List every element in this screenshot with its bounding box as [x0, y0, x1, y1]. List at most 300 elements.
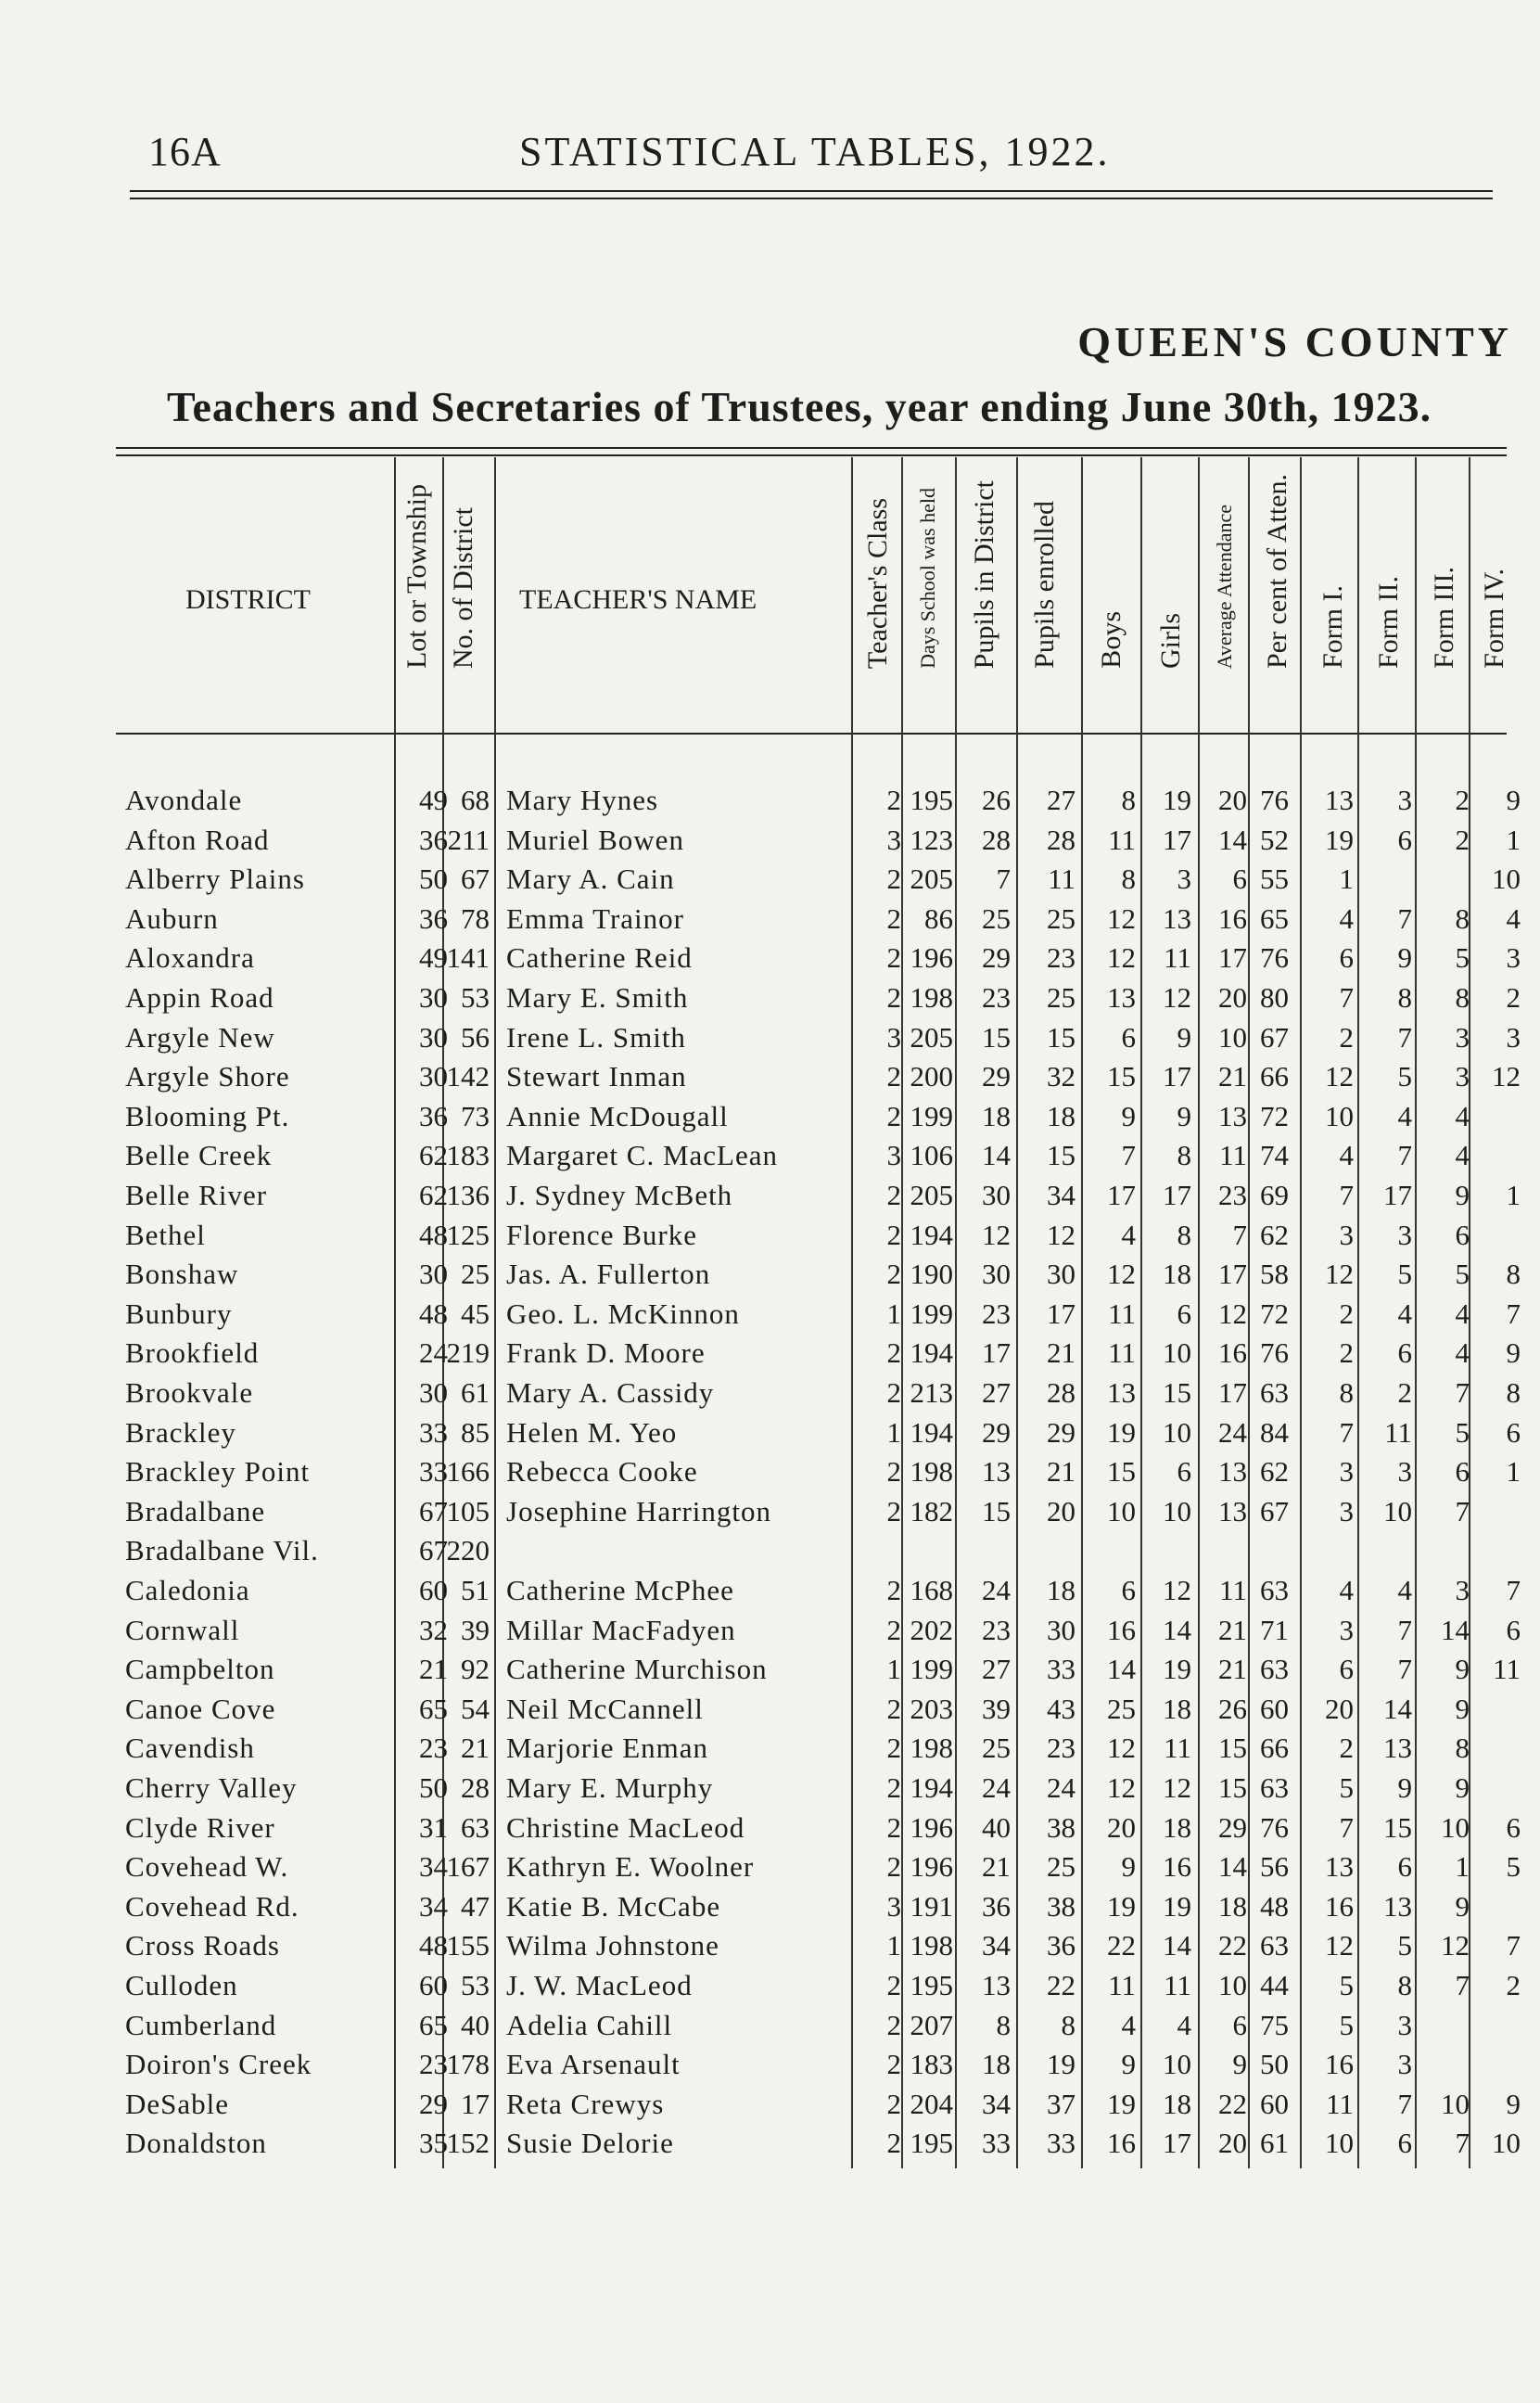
cell-f2: 6: [1397, 823, 1412, 856]
cell-f4: 1: [1506, 823, 1521, 856]
cell-no: 56: [461, 1020, 490, 1054]
cell-pupils: 18: [982, 1099, 1011, 1132]
cell-pupils: 14: [982, 1139, 1011, 1172]
cell-f1: 4: [1339, 901, 1354, 935]
cell-avg: 7: [1232, 1218, 1247, 1251]
cell-district: Campbelton: [125, 1653, 275, 1686]
cell-avg: 14: [1218, 1850, 1247, 1884]
cell-lot: 62: [419, 1179, 448, 1211]
col-header-avg: Average Attendance: [1213, 504, 1236, 669]
table-row: [0, 784, 1540, 823]
cell-boys: 9: [1121, 2048, 1136, 2081]
cell-boys: 14: [1107, 1653, 1136, 1686]
cell-lot: 30: [419, 1376, 448, 1409]
cell-pct: 60: [1260, 1692, 1289, 1725]
cell-enrolled: 20: [1047, 1494, 1075, 1527]
cell-boys: 12: [1107, 1732, 1136, 1765]
cell-class: 1: [886, 1653, 901, 1686]
cell-name: Catherine McPhee: [506, 1574, 734, 1606]
cell-pct: 62: [1260, 1455, 1289, 1489]
cell-days: 202: [910, 1613, 953, 1646]
cell-lot: 36: [419, 901, 448, 935]
col-header-pct: Per cent of Atten.: [1262, 474, 1292, 669]
cell-days: 199: [910, 1653, 953, 1686]
table-row: [0, 941, 1540, 980]
cell-avg: 12: [1218, 1297, 1247, 1330]
table-row: [0, 1179, 1540, 1218]
cell-f2: 6: [1397, 1850, 1412, 1884]
cell-no: 178: [446, 2048, 490, 2081]
cell-days: 207: [910, 2008, 953, 2041]
cell-girls: 18: [1163, 1258, 1191, 1291]
table-row: [0, 863, 1540, 901]
cell-name: Rebecca Cooke: [506, 1455, 698, 1489]
cell-f4: 10: [1492, 863, 1521, 896]
cell-no: 85: [461, 1415, 490, 1449]
cell-avg: 17: [1218, 941, 1247, 975]
cell-pct: 63: [1260, 1929, 1289, 1962]
cell-f4: 8: [1506, 1376, 1521, 1409]
cell-f3: 10: [1441, 2087, 1470, 2120]
cell-district: Covehead Rd.: [125, 1889, 299, 1923]
cell-enrolled: 38: [1047, 1810, 1075, 1844]
cell-district: Cherry Valley: [125, 1771, 298, 1804]
cell-pct: 71: [1260, 1613, 1289, 1646]
cell-girls: 15: [1163, 1376, 1191, 1409]
cell-class: 2: [886, 1494, 901, 1527]
cell-f2: 3: [1397, 1218, 1412, 1251]
table-row: [0, 1771, 1540, 1810]
table-row: [0, 1653, 1540, 1692]
cell-pct: 55: [1260, 863, 1289, 896]
cell-enrolled: 18: [1047, 1099, 1075, 1132]
cell-lot: 30: [419, 1060, 448, 1093]
cell-f1: 1: [1339, 863, 1354, 896]
cell-lot: 34: [419, 1850, 448, 1884]
cell-avg: 15: [1218, 1771, 1247, 1804]
cell-pct: 63: [1260, 1574, 1289, 1606]
cell-boys: 8: [1121, 784, 1136, 816]
cell-avg: 16: [1218, 1336, 1247, 1370]
cell-district: Bradalbane: [125, 1494, 266, 1527]
cell-lot: 32: [419, 1613, 448, 1646]
cell-pupils: 7: [996, 863, 1011, 896]
cell-lot: 30: [419, 1258, 448, 1291]
cell-days: 205: [910, 863, 953, 896]
cell-boys: 13: [1107, 981, 1136, 1014]
cell-pupils: 33: [982, 2127, 1011, 2160]
col-header-enrolled: Pupils enrolled: [1029, 501, 1060, 669]
cell-lot: 21: [419, 1653, 448, 1686]
cell-f3: 5: [1455, 1415, 1470, 1449]
cell-pupils: 25: [982, 1732, 1011, 1765]
cell-district: Doiron's Creek: [125, 2048, 312, 2081]
cell-name: Reta Crewys: [506, 2087, 665, 2120]
cell-f2: 4: [1397, 1297, 1412, 1330]
cell-f1: 5: [1339, 1969, 1354, 2001]
cell-f4: 4: [1506, 901, 1521, 935]
cell-girls: 13: [1163, 901, 1191, 935]
col-header-class: Teacher's Class: [862, 497, 893, 669]
cell-f4: 6: [1506, 1415, 1521, 1449]
cell-no: 183: [446, 1139, 490, 1172]
cell-no: 53: [461, 1969, 490, 2001]
cell-name: Frank D. Moore: [506, 1336, 706, 1370]
cell-f4: 3: [1506, 1020, 1521, 1054]
cell-lot: 48: [419, 1929, 448, 1962]
cell-name: Millar MacFadyen: [506, 1613, 736, 1646]
cell-lot: 49: [419, 784, 448, 816]
cell-lot: 36: [419, 1099, 448, 1132]
cell-pupils: 13: [982, 1455, 1011, 1489]
cell-district: Caledonia: [125, 1574, 250, 1606]
cell-boys: 12: [1107, 941, 1136, 975]
cell-no: 219: [446, 1336, 490, 1370]
cell-class: 2: [886, 1179, 901, 1211]
cell-district: Blooming Pt.: [125, 1099, 290, 1132]
cell-pct: 76: [1260, 784, 1289, 816]
cell-no: 39: [461, 1613, 490, 1646]
cell-f1: 3: [1339, 1494, 1354, 1527]
cell-pct: 75: [1260, 2008, 1289, 2041]
cell-pupils: 28: [982, 823, 1011, 856]
cell-pct: 62: [1260, 1218, 1289, 1251]
cell-name: Geo. L. McKinnon: [506, 1297, 740, 1330]
cell-girls: 6: [1177, 1297, 1191, 1330]
cell-no: 54: [461, 1692, 490, 1725]
cell-boys: 9: [1121, 1850, 1136, 1884]
cell-class: 2: [886, 1613, 901, 1646]
cell-name: Susie Delorie: [506, 2127, 674, 2160]
cell-no: 67: [461, 863, 490, 896]
cell-boys: 8: [1121, 863, 1136, 896]
cell-name: Kathryn E. Woolner: [506, 1850, 755, 1884]
table-row: [0, 1732, 1540, 1770]
cell-pupils: 30: [982, 1258, 1011, 1291]
cell-f3: 4: [1455, 1099, 1470, 1132]
cell-no: 63: [461, 1810, 490, 1844]
cell-f4: 12: [1492, 1060, 1521, 1093]
county-title: QUEEN'S COUNTY: [1077, 318, 1512, 365]
cell-no: 73: [461, 1099, 490, 1132]
cell-days: 195: [910, 784, 953, 816]
cell-avg: 17: [1218, 1376, 1247, 1409]
cell-pupils: 27: [982, 1376, 1011, 1409]
col-header-form2: Form II.: [1373, 576, 1404, 669]
cell-no: 78: [461, 901, 490, 935]
cell-f3: 7: [1455, 1969, 1470, 2001]
cell-pct: 72: [1260, 1099, 1289, 1132]
cell-f1: 12: [1325, 1929, 1354, 1962]
cell-days: 200: [910, 1060, 953, 1093]
cell-f3: 10: [1441, 1810, 1470, 1844]
table-row: [0, 1416, 1540, 1455]
cell-boys: 12: [1107, 1771, 1136, 1804]
cell-pct: 60: [1260, 2087, 1289, 2120]
cell-avg: 22: [1218, 1929, 1247, 1962]
cell-f3: 6: [1455, 1218, 1470, 1251]
cell-lot: 24: [419, 1336, 448, 1370]
cell-name: Wilma Johnstone: [506, 1929, 719, 1962]
cell-pct: 58: [1260, 1258, 1289, 1291]
cell-boys: 17: [1107, 1179, 1136, 1211]
cell-class: 3: [886, 1020, 901, 1054]
cell-avg: 10: [1218, 1020, 1247, 1054]
cell-no: 136: [446, 1179, 490, 1211]
cell-no: 105: [446, 1494, 490, 1527]
cell-f1: 3: [1339, 1455, 1354, 1489]
cell-f2: 3: [1397, 1455, 1412, 1489]
cell-class: 2: [886, 1850, 901, 1884]
cell-pupils: 23: [982, 1297, 1011, 1330]
cell-f3: 4: [1455, 1297, 1470, 1330]
cell-lot: 29: [419, 2087, 448, 2120]
cell-district: Afton Road: [125, 823, 270, 856]
cell-girls: 11: [1164, 1732, 1191, 1765]
col-header-pupils: Pupils in District: [969, 479, 999, 669]
cell-pct: 67: [1260, 1020, 1289, 1054]
cell-class: 2: [886, 1376, 901, 1409]
cell-enrolled: 25: [1047, 981, 1075, 1014]
cell-lot: 35: [419, 2127, 448, 2160]
cell-pct: 50: [1260, 2048, 1289, 2081]
cell-no: 141: [446, 941, 490, 975]
cell-name: Eva Arsenault: [506, 2048, 681, 2081]
cell-f3: 7: [1455, 1376, 1470, 1409]
cell-name: Mary Hynes: [506, 784, 659, 816]
cell-girls: 11: [1164, 1969, 1191, 2001]
cell-f1: 2: [1339, 1297, 1354, 1330]
cell-days: 198: [910, 1929, 953, 1962]
cell-enrolled: 28: [1047, 1376, 1075, 1409]
table-row: [0, 1534, 1540, 1573]
cell-avg: 10: [1218, 1969, 1247, 2001]
cell-f2: 4: [1397, 1574, 1412, 1606]
cell-no: 47: [461, 1889, 490, 1923]
cell-enrolled: 43: [1047, 1692, 1075, 1725]
cell-lot: 33: [419, 1415, 448, 1449]
cell-f3: 1: [1455, 1850, 1470, 1884]
cell-enrolled: 23: [1047, 941, 1075, 975]
cell-avg: 13: [1218, 1455, 1247, 1489]
cell-pct: 48: [1260, 1889, 1289, 1923]
cell-name: Florence Burke: [506, 1218, 697, 1251]
cell-no: 17: [461, 2087, 490, 2120]
cell-enrolled: 33: [1047, 2127, 1075, 2160]
cell-f3: 8: [1455, 1732, 1470, 1765]
cell-pupils: 29: [982, 1415, 1011, 1449]
cell-girls: 18: [1163, 2087, 1191, 2120]
cell-f1: 10: [1325, 1099, 1354, 1132]
cell-f2: 7: [1397, 1139, 1412, 1172]
cell-district: Aloxandra: [125, 941, 255, 975]
cell-class: 2: [886, 2127, 901, 2160]
cell-girls: 18: [1163, 1810, 1191, 1844]
cell-class: 2: [886, 1099, 901, 1132]
cell-f2: 7: [1397, 2087, 1412, 2120]
cell-f3: 5: [1455, 1258, 1470, 1291]
table-subtitle: Teachers and Secretaries of Trustees, year ending June 30th, 1923.: [167, 383, 1432, 430]
cell-pct: 76: [1260, 1336, 1289, 1370]
cell-district: DeSable: [125, 2087, 230, 2120]
cell-days: 123: [910, 823, 953, 856]
cell-f1: 5: [1339, 1771, 1354, 1804]
cell-f4: 10: [1492, 2127, 1521, 2160]
cell-class: 2: [886, 1771, 901, 1804]
cell-enrolled: 11: [1048, 863, 1075, 896]
cell-lot: 65: [419, 1692, 448, 1725]
cell-days: 194: [910, 1218, 953, 1251]
cell-pupils: 24: [982, 1574, 1011, 1606]
cell-f1: 7: [1339, 1415, 1354, 1449]
cell-district: Bethel: [125, 1218, 206, 1251]
cell-pupils: 39: [982, 1692, 1011, 1725]
running-head: STATISTICAL TABLES, 1922.: [519, 129, 1111, 174]
cell-f1: 16: [1325, 1889, 1354, 1923]
cell-district: Culloden: [125, 1969, 238, 2001]
cell-pupils: 40: [982, 1810, 1011, 1844]
cell-name: Margaret C. MacLean: [506, 1139, 779, 1172]
cell-f3: 3: [1455, 1060, 1470, 1093]
table-row: [0, 1614, 1540, 1653]
cell-f1: 4: [1339, 1574, 1354, 1606]
page-number: 16A: [148, 129, 222, 174]
cell-pct: 63: [1260, 1771, 1289, 1804]
cell-enrolled: 25: [1047, 1850, 1075, 1884]
cell-lot: 65: [419, 2008, 448, 2041]
cell-district: Avondale: [125, 784, 243, 816]
cell-days: 195: [910, 1969, 953, 2001]
cell-enrolled: 25: [1047, 901, 1075, 935]
cell-boys: 9: [1121, 1099, 1136, 1132]
cell-f2: 7: [1397, 1020, 1412, 1054]
cell-f3: 12: [1441, 1929, 1470, 1962]
cell-district: Brookvale: [125, 1376, 254, 1409]
cell-enrolled: 29: [1047, 1415, 1075, 1449]
cell-lot: 62: [419, 1139, 448, 1172]
cell-f4: 9: [1506, 784, 1521, 816]
cell-pct: 44: [1260, 1969, 1289, 2001]
cell-f3: 8: [1455, 981, 1470, 1014]
cell-enrolled: 27: [1047, 784, 1075, 816]
cell-days: 199: [910, 1297, 953, 1330]
cell-f1: 19: [1325, 823, 1354, 856]
cell-class: 1: [886, 1929, 901, 1962]
cell-girls: 14: [1163, 1929, 1191, 1962]
cell-avg: 22: [1218, 2087, 1247, 2120]
cell-f4: 7: [1506, 1929, 1521, 1962]
cell-girls: 12: [1163, 981, 1191, 1014]
cell-boys: 12: [1107, 1258, 1136, 1291]
cell-class: 1: [886, 1297, 901, 1330]
cell-boys: 4: [1121, 1218, 1136, 1251]
cell-f1: 5: [1339, 2008, 1354, 2041]
cell-f2: 6: [1397, 2127, 1412, 2160]
cell-pct: 72: [1260, 1297, 1289, 1330]
cell-lot: 60: [419, 1574, 448, 1606]
cell-pct: 84: [1260, 1415, 1289, 1449]
cell-lot: 30: [419, 981, 448, 1014]
cell-f1: 8: [1339, 1376, 1354, 1409]
cell-girls: 9: [1177, 1020, 1191, 1054]
cell-pupils: 17: [982, 1336, 1011, 1370]
cell-f1: 2: [1339, 1732, 1354, 1765]
cell-pupils: 24: [982, 1771, 1011, 1804]
cell-pupils: 15: [982, 1494, 1011, 1527]
cell-pct: 80: [1260, 981, 1289, 1014]
cell-no: 28: [461, 1771, 490, 1804]
cell-f1: 20: [1325, 1692, 1354, 1725]
cell-pct: 61: [1260, 2127, 1289, 2160]
cell-days: 198: [910, 1732, 953, 1765]
cell-avg: 23: [1218, 1179, 1247, 1211]
cell-name: Mary E. Smith: [506, 981, 689, 1014]
cell-f1: 2: [1339, 1020, 1354, 1054]
cell-girls: 12: [1163, 1574, 1191, 1606]
cell-days: 196: [910, 1810, 953, 1844]
table-row: [0, 1495, 1540, 1534]
cell-avg: 20: [1218, 2127, 1247, 2160]
cell-name: Marjorie Enman: [506, 1732, 709, 1765]
table-row: [0, 2088, 1540, 2127]
cell-pupils: 8: [996, 2008, 1011, 2041]
cell-f2: 8: [1397, 981, 1412, 1014]
cell-no: 25: [461, 1258, 490, 1291]
cell-days: 191: [910, 1889, 953, 1923]
cell-enrolled: 28: [1047, 823, 1075, 856]
cell-f3: 9: [1455, 1889, 1470, 1923]
cell-boys: 19: [1107, 1889, 1136, 1923]
cell-no: 21: [461, 1732, 490, 1765]
cell-girls: 3: [1177, 863, 1191, 896]
table-row: [0, 1455, 1540, 1494]
cell-girls: 9: [1177, 1099, 1191, 1132]
col-header-form3: Form III.: [1429, 567, 1459, 669]
cell-days: 213: [910, 1376, 953, 1409]
cell-class: 2: [886, 1218, 901, 1251]
cell-district: Belle Creek: [125, 1139, 273, 1172]
cell-pupils: 23: [982, 1613, 1011, 1646]
cell-boys: 6: [1121, 1574, 1136, 1606]
cell-district: Bonshaw: [125, 1258, 239, 1291]
cell-avg: 20: [1218, 784, 1247, 816]
cell-f2: 4: [1397, 1099, 1412, 1132]
cell-district: Argyle New: [125, 1020, 275, 1054]
cell-girls: 10: [1163, 1336, 1191, 1370]
cell-enrolled: 24: [1047, 1771, 1075, 1804]
cell-lot: 48: [419, 1218, 448, 1251]
table-row: [0, 1060, 1540, 1099]
cell-f2: 13: [1383, 1732, 1412, 1765]
cell-boys: 11: [1108, 823, 1136, 856]
cell-days: 194: [910, 1771, 953, 1804]
cell-days: 204: [910, 2087, 953, 2120]
cell-class: 2: [886, 784, 901, 816]
cell-girls: 10: [1163, 2048, 1191, 2081]
cell-f2: 5: [1397, 1258, 1412, 1291]
cell-f2: 14: [1383, 1692, 1412, 1725]
table-row: [0, 1811, 1540, 1850]
cell-class: 2: [886, 1732, 901, 1765]
cell-f1: 4: [1339, 1139, 1354, 1172]
cell-pupils: 25: [982, 901, 1011, 935]
cell-avg: 16: [1218, 901, 1247, 935]
cell-class: 2: [886, 1060, 901, 1093]
cell-pct: 56: [1260, 1850, 1289, 1884]
cell-days: 183: [910, 2048, 953, 2081]
col-header-days: Days School was held: [916, 488, 939, 669]
cell-f1: 7: [1339, 981, 1354, 1014]
